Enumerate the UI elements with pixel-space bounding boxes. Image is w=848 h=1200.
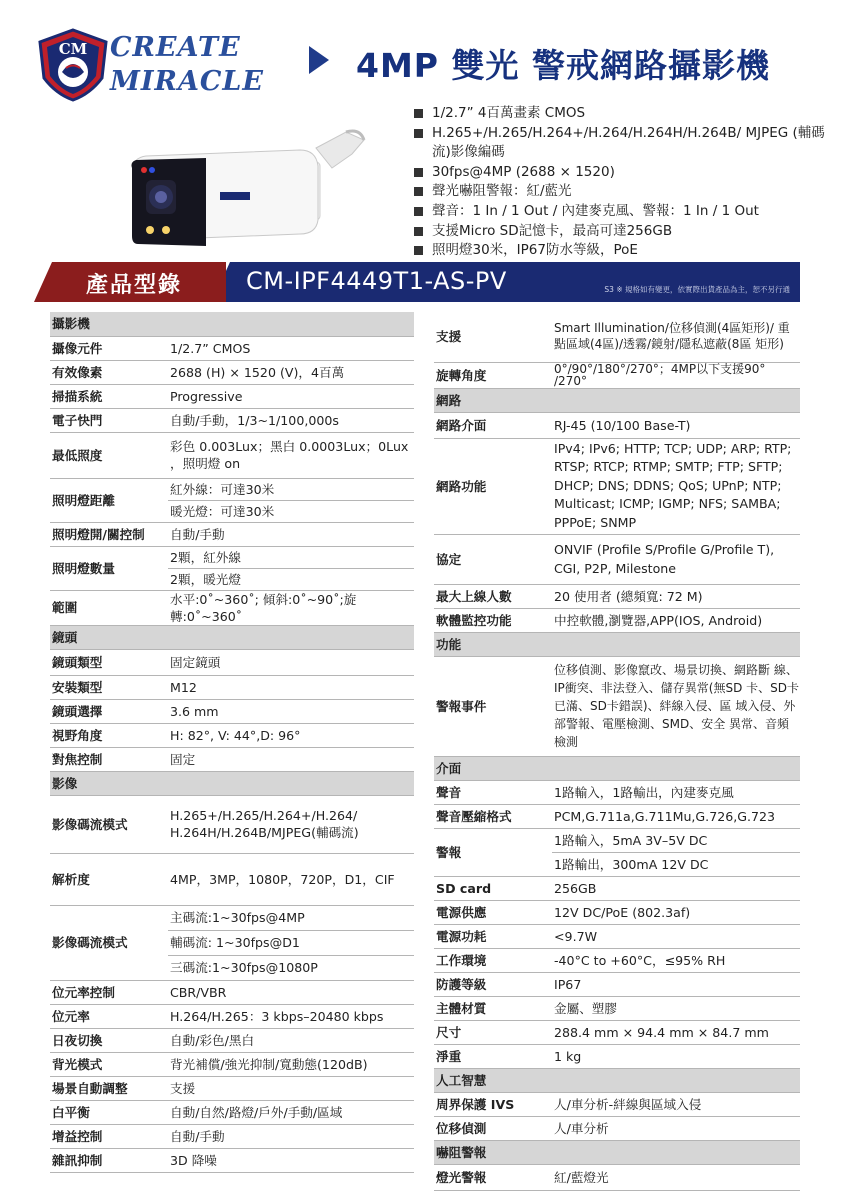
spec-row	[50, 1052, 414, 1076]
spec-row	[434, 656, 800, 756]
section-header	[434, 1068, 800, 1092]
spec-key: 雜訊抑制	[50, 1148, 168, 1172]
section-header	[50, 312, 414, 336]
spec-key: 增益控制	[50, 1124, 168, 1148]
spec-row	[50, 1076, 414, 1100]
spec-value: 3.6 mm	[168, 699, 414, 723]
spec-key: 防護等級	[434, 972, 552, 996]
feature-item: 聲光嚇阻警報：紅/藍光	[410, 182, 840, 202]
spec-key: 攝像元件	[50, 336, 168, 360]
spec-key: 工作環境	[434, 948, 552, 972]
section-header	[434, 388, 800, 412]
spec-value: 暖光燈：可達30米	[168, 500, 414, 522]
spec-value: 2顆，紅外線	[168, 546, 414, 568]
spec-value: PCM,G.711a,G.711Mu,G.726,G.723	[552, 804, 800, 828]
section-title: 影像	[50, 771, 414, 795]
spec-key: 照明燈數量	[50, 546, 168, 590]
spec-value: 0°/90°/180°/270°；4MP以下支援90° /270°	[552, 362, 800, 388]
brand-logo	[36, 28, 264, 102]
spec-value: 1路輸入，1路輸出，內建麥克風	[552, 780, 800, 804]
spec-value: M12	[168, 675, 414, 699]
logo-word-create: CREATE	[110, 32, 241, 63]
spec-value: Progressive	[168, 384, 414, 408]
logo-initials: CM	[58, 40, 88, 58]
spec-value: IPv4; IPv6; HTTP; TCP; UDP; ARP; RTP; RTSP; RTCP; RTMP; SMTP; FTP; SFTP; DHCP; DNS; DDNS; QoS; UPnP; NTP; Multicast; ICMP; IGMP; NFS; SAMBA; PPPoE; SNMP	[552, 438, 800, 534]
spec-row	[434, 900, 800, 924]
spec-key: 掃描系統	[50, 384, 168, 408]
spec-key: 鏡頭類型	[50, 649, 168, 675]
spec-row	[434, 780, 800, 804]
spec-key: 旋轉角度	[434, 362, 552, 388]
spec-key: 警報	[434, 828, 552, 876]
spec-row	[50, 905, 414, 930]
feature-item: 照明燈30米，IP67防水等級，PoE	[410, 241, 840, 261]
section-header	[434, 632, 800, 656]
spec-value: 輔碼流: 1~30fps@D1	[168, 930, 414, 955]
spec-key: 電源功耗	[434, 924, 552, 948]
spec-key: 燈光警報	[434, 1164, 552, 1190]
spec-value: 人/車分析-絆線與區域入侵	[552, 1092, 800, 1116]
section-title: 網路	[434, 388, 800, 412]
spec-value: 三碼流:1~30fps@1080P	[168, 955, 414, 980]
spec-row	[50, 980, 414, 1004]
spec-row	[434, 804, 800, 828]
spec-key: 最低照度	[50, 432, 168, 478]
spec-key: 有效像素	[50, 360, 168, 384]
spec-key: 影像碼流模式	[50, 795, 168, 853]
feature-item: 聲音：1 In / 1 Out / 內建麥克風、警報：1 In / 1 Out	[410, 202, 840, 222]
spec-row	[50, 1100, 414, 1124]
spec-value: H.264/H.265：3 kbps–20480 kbps	[168, 1004, 414, 1028]
spec-value: 3D 降噪	[168, 1148, 414, 1172]
section-title: 介面	[434, 756, 800, 780]
spec-key: 影像碼流模式	[50, 905, 168, 980]
spec-key: 照明燈開/關控制	[50, 522, 168, 546]
spec-value: 20 使用者 (總頻寬: 72 M)	[552, 584, 800, 608]
feature-list	[410, 104, 840, 261]
spec-key: SD card	[434, 876, 552, 900]
spec-key: 聲音	[434, 780, 552, 804]
spec-row	[50, 384, 414, 408]
spec-row	[434, 948, 800, 972]
spec-key: 電源供應	[434, 900, 552, 924]
model-banner	[34, 262, 800, 302]
spec-key: 日夜切換	[50, 1028, 168, 1052]
spec-row	[434, 608, 800, 632]
spec-key: 鏡頭選擇	[50, 699, 168, 723]
spec-value: 1路輸入，5mA 3V–5V DC	[552, 828, 800, 852]
spec-row	[50, 723, 414, 747]
spec-row	[50, 360, 414, 384]
spec-value: 自動/手動	[168, 1124, 414, 1148]
spec-key: 對焦控制	[50, 747, 168, 771]
spec-value: 1 kg	[552, 1044, 800, 1068]
spec-row	[50, 853, 414, 905]
spec-value: 彩色 0.003Lux；黑白 0.0003Lux；0Lux ，照明燈 on	[168, 432, 414, 478]
feature-item: 支援Micro SD記憶卡，最高可達256GB	[410, 222, 840, 242]
spec-row	[434, 996, 800, 1020]
spec-row	[50, 478, 414, 500]
spec-key: 位移偵測	[434, 1116, 552, 1140]
page-title: 4MP 雙光 警戒網路攝影機	[356, 46, 770, 85]
spec-value: -40°C to +60°C，≤95% RH	[552, 948, 800, 972]
spec-row	[434, 876, 800, 900]
spec-value: 自動/自然/路燈/戶外/手動/區域	[168, 1100, 414, 1124]
spec-key: 安裝類型	[50, 675, 168, 699]
spec-key: 位元率控制	[50, 980, 168, 1004]
spec-value: 金屬、塑膠	[552, 996, 800, 1020]
spec-row	[434, 362, 800, 388]
spec-row	[434, 438, 800, 534]
spec-value: 固定	[168, 747, 414, 771]
spec-row	[50, 747, 414, 771]
spec-value: 12V DC/PoE (802.3af)	[552, 900, 800, 924]
spec-row	[50, 336, 414, 360]
spec-value: 人/車分析	[552, 1116, 800, 1140]
spec-value: 自動/手動，1/3~1/100,000s	[168, 408, 414, 432]
spec-row	[50, 546, 414, 568]
spec-key: 解析度	[50, 853, 168, 905]
feature-item: 30fps@4MP (2688 × 1520)	[410, 163, 840, 183]
spec-value: ONVIF (Profile S/Profile G/Profile T), CGI, P2P, Milestone	[552, 534, 800, 584]
spec-value: 固定鏡頭	[168, 649, 414, 675]
catalog-label: 產品型錄	[86, 273, 183, 298]
spec-value: CBR/VBR	[168, 980, 414, 1004]
spec-row	[434, 1020, 800, 1044]
section-title: 攝影機	[50, 312, 414, 336]
camera-product-image	[120, 118, 390, 258]
spec-table-left	[50, 312, 414, 1173]
spec-value: 中控軟體,瀏覽器,APP(IOS, Android)	[552, 608, 800, 632]
spec-value: 1/2.7” CMOS	[168, 336, 414, 360]
logo-emblem-icon	[36, 28, 110, 102]
spec-value: 1路輸出，300mA 12V DC	[552, 852, 800, 876]
spec-value: H.265+/H.265/H.264+/H.264/ H.264H/H.264B/MJPEG(輔碼流)	[168, 795, 414, 853]
spec-row	[434, 312, 800, 362]
spec-row	[434, 1092, 800, 1116]
spec-key: 淨重	[434, 1044, 552, 1068]
spec-row	[50, 1124, 414, 1148]
spec-key: 聲音壓縮格式	[434, 804, 552, 828]
spec-key: 白平衡	[50, 1100, 168, 1124]
spec-key: 背光模式	[50, 1052, 168, 1076]
spec-value: 位移偵測、影像竄改、場景切換、網路斷 線、IP衝突、非法登入、儲存異常(無SD 卡、SD卡已滿、SD卡錯誤)、絆線入侵、區 域入侵、外部警報、電壓檢測、SMD、安全 異常、音頻檢測	[552, 656, 800, 756]
spec-value: 紅外線：可達30米	[168, 478, 414, 500]
section-title: 鏡頭	[50, 625, 414, 649]
spec-value: H: 82°, V: 44°,D: 96°	[168, 723, 414, 747]
spec-key: 網路功能	[434, 438, 552, 534]
spec-row	[50, 522, 414, 546]
spec-row	[434, 1044, 800, 1068]
spec-value: 256GB	[552, 876, 800, 900]
spec-row	[50, 699, 414, 723]
spec-row	[50, 590, 414, 625]
spec-key: 位元率	[50, 1004, 168, 1028]
section-header	[50, 771, 414, 795]
spec-key: 支援	[434, 312, 552, 362]
feature-item: H.265+/H.265/H.264+/H.264/H.264H/H.264B/ MJPEG (輔碼流)影像編碼	[410, 124, 840, 163]
spec-row	[50, 432, 414, 478]
logo-word-miracle: MIRACLE	[110, 66, 264, 97]
disclaimer-note: S3 ※ 規格如有變更，依實際出貨產品為主，恕不另行通	[604, 285, 790, 294]
spec-key: 軟體監控功能	[434, 608, 552, 632]
spec-key: 照明燈距離	[50, 478, 168, 522]
spec-value: 自動/彩色/黑白	[168, 1028, 414, 1052]
spec-value: Smart Illumination/位移偵測(4區矩形)/ 重點區域(4區)/透霧/鏡射/隱私遮蔽(8區 矩形)	[552, 312, 800, 362]
spec-row	[50, 1004, 414, 1028]
spec-value: 2顆，暖光燈	[168, 568, 414, 590]
spec-key: 周界保護 IVS	[434, 1092, 552, 1116]
spec-row	[50, 795, 414, 853]
spec-row	[434, 412, 800, 438]
spec-value: 自動/手動	[168, 522, 414, 546]
spec-key: 主體材質	[434, 996, 552, 1020]
spec-value: IP67	[552, 972, 800, 996]
spec-row	[434, 972, 800, 996]
spec-row	[50, 408, 414, 432]
spec-key: 協定	[434, 534, 552, 584]
spec-row	[434, 1116, 800, 1140]
spec-key: 尺寸	[434, 1020, 552, 1044]
spec-key: 場景自動調整	[50, 1076, 168, 1100]
spec-value: 水平:0˚~360˚; 傾斜:0˚~90˚;旋轉:0˚~360˚	[168, 590, 414, 625]
section-header	[50, 625, 414, 649]
spec-row	[50, 675, 414, 699]
spec-row	[50, 649, 414, 675]
title-arrow-icon	[309, 46, 329, 74]
spec-value: 支援	[168, 1076, 414, 1100]
spec-row	[434, 534, 800, 584]
section-header	[434, 756, 800, 780]
spec-key: 視野角度	[50, 723, 168, 747]
spec-value: <9.7W	[552, 924, 800, 948]
section-title: 功能	[434, 632, 800, 656]
section-header	[434, 1140, 800, 1164]
spec-row	[50, 1028, 414, 1052]
spec-row	[434, 924, 800, 948]
spec-value: 主碼流:1~30fps@4MP	[168, 905, 414, 930]
spec-value: RJ-45 (10/100 Base-T)	[552, 412, 800, 438]
spec-value: 288.4 mm × 94.4 mm × 84.7 mm	[552, 1020, 800, 1044]
spec-key: 最大上線人數	[434, 584, 552, 608]
spec-row	[434, 828, 800, 852]
spec-key: 網路介面	[434, 412, 552, 438]
spec-value: 4MP，3MP，1080P，720P，D1，CIF	[168, 853, 414, 905]
feature-item: 1/2.7” 4百萬畫素 CMOS	[410, 104, 840, 124]
spec-value: 2688 (H) × 1520 (V)，4百萬	[168, 360, 414, 384]
model-number: CM-IPF4449T1-AS-PV	[246, 267, 507, 295]
section-title: 人工智慧	[434, 1068, 800, 1092]
spec-row	[434, 1164, 800, 1190]
spec-key: 範圍	[50, 590, 168, 625]
spec-row	[50, 1148, 414, 1172]
section-title: 嚇阻警報	[434, 1140, 800, 1164]
spec-row	[434, 584, 800, 608]
spec-value: 背光補償/強光抑制/寬動態(120dB)	[168, 1052, 414, 1076]
spec-key: 電子快門	[50, 408, 168, 432]
spec-value: 紅/藍燈光	[552, 1164, 800, 1190]
spec-key: 警報事件	[434, 656, 552, 756]
spec-table-right	[434, 312, 800, 1191]
